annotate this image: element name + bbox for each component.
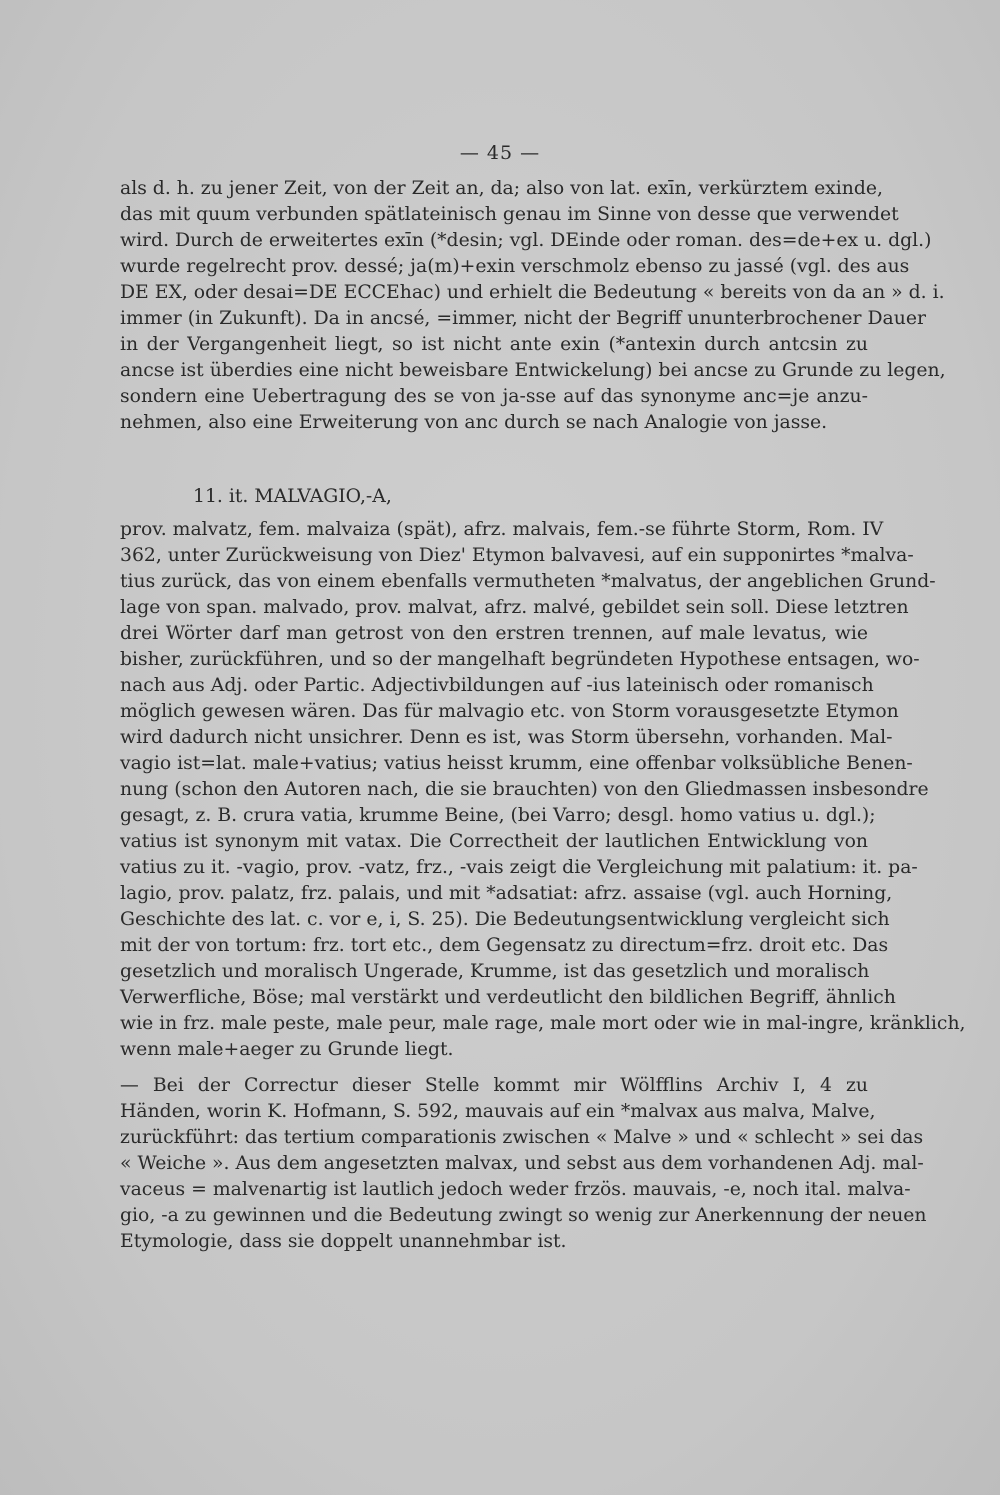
text-line: wie in frz. male peste, male peur, male rage, male mort oder wie in mal-ingre, kränklich, (120, 1013, 966, 1034)
text-line: vagio ist=lat. male+vatius; vatius heisst krumm, eine offenbar volksübliche Benen- (120, 753, 913, 774)
text-line: lage von span. malvado, prov. malvat, afrz. malvé, gebildet sein soll. Diese letztren (120, 597, 909, 618)
text-line: ancse ist überdies eine nicht beweisbare Entwickelung) bei ancse zu Grunde zu legen, (120, 360, 946, 381)
text-line: 362, unter Zurückweisung von Diez' Etymon balvavesi, auf ein supponirtes *malva- (120, 545, 914, 566)
text-line: gesetzlich und moralisch Ungerade, Krumme, ist das gesetzlich und moralisch (120, 961, 870, 982)
text-line: vatius zu it. -vagio, prov. -vatz, frz., -vais zeigt die Vergleichung mit palatium: it. pa- (120, 857, 918, 878)
text-line: wird dadurch nicht unsichrer. Denn es ist, was Storm übersehn, vorhanden. Mal- (120, 727, 893, 748)
text-line: gesagt, z. B. crura vatia, krumme Beine, (bei Varro; desgl. homo vatius u. dgl.); (120, 805, 876, 826)
text-line: Händen, worin K. Hofmann, S. 592, mauvais auf ein *malvax aus malva, Malve, (120, 1101, 876, 1122)
text-line: vaceus = malvenartig ist lautlich jedoch weder frzös. mauvais, -e, noch ital. malva- (120, 1179, 911, 1200)
paragraph-1 (120, 176, 946, 436)
text-line: nach aus Adj. oder Partic. Adjectivbildungen auf -ius lateinisch oder romanisch (120, 675, 874, 696)
text-line: immer (in Zukunft). Da in ancsé, =immer, nicht der Begriff ununterbrochener Dauer (120, 308, 926, 329)
text-line: wird. Durch de erweitertes exīn (*desin; vgl. DEinde oder roman. des=de+ex u. dgl.) (120, 230, 932, 251)
text-line: « Weiche ». Aus dem angesetzten malvax, und sebst aus dem vorhandenen Adj. mal- (120, 1153, 924, 1174)
page-number: — 45 — (459, 142, 541, 164)
text-line: vatius ist synonym mit vatax. Die Correctheit der lautlichen Entwicklung von (120, 831, 868, 852)
text-line: sondern eine Uebertragung des se von ja-sse auf das synonyme anc=je anzu- (120, 386, 868, 407)
section-heading: 11. it. MALVAGIO,-A, (193, 486, 392, 507)
text-line: prov. malvatz, fem. malvaiza (spät), afrz. malvais, fem.-se führte Storm, Rom. IV (120, 519, 884, 540)
text-line: — Bei der Correctur dieser Stelle kommt mir Wölfflins Archiv I, 4 zu (120, 1075, 868, 1096)
text-line: DE EX, oder desai=DE ECCEhac) und erhielt die Bedeutung « bereits von da an » d. i. (120, 282, 945, 303)
text-line: bisher, zurückführen, und so der mangelhaft begründeten Hypothese entsagen, wo- (120, 649, 920, 670)
text-line: als d. h. zu jener Zeit, von der Zeit an, da; also von lat. exīn, verkürztem exinde, (120, 178, 883, 199)
text-line: drei Wörter darf man getrost von den erstren trennen, auf male levatus, wie (120, 623, 868, 644)
text-line: nung (schon den Autoren nach, die sie brauchten) von den Gliedmassen insbesondre (120, 779, 929, 800)
text-line: lagio, prov. palatz, frz. palais, und mit *adsatiat: afrz. assaise (vgl. auch Horning, (120, 883, 893, 904)
text-line: wurde regelrecht prov. dessé; ja(m)+exin verschmolz ebenso zu jassé (vgl. des aus (120, 256, 910, 277)
paragraph-2 (120, 517, 966, 1063)
text-line: gio, -a zu gewinnen und die Bedeutung zwingt so wenig zur Anerkennung der neuen (120, 1205, 927, 1226)
text-line: in der Vergangenheit liegt, so ist nicht ante exin (*antexin durch antcsin zu (120, 334, 868, 355)
text-line: zurückführt: das tertium comparationis zwischen « Malve » und « schlecht » sei das (120, 1127, 924, 1148)
text-line: tius zurück, das von einem ebenfalls vermutheten *malvatus, der angeblichen Grund- (120, 571, 936, 592)
text-line: möglich gewesen wären. Das für malvagio etc. von Storm vorausgesetzte Etymon (120, 701, 899, 722)
text-line: das mit quum verbunden spätlateinisch genau im Sinne von desse que verwendet (120, 204, 899, 225)
text-line: wenn male+aeger zu Grunde liegt. (120, 1039, 454, 1060)
text-line: Etymologie, dass sie doppelt unannehmbar ist. (120, 1231, 567, 1252)
text-line: Verwerfliche, Böse; mal verstärkt und verdeutlicht den bildlichen Begriff, ähnlich (120, 987, 896, 1008)
paragraph-3 (120, 1073, 927, 1255)
text-line: Geschichte des lat. c. vor e, i, S. 25). Die Bedeutungsentwicklung vergleicht sich (120, 909, 890, 930)
text-line: nehmen, also eine Erweiterung von anc durch se nach Analogie von jasse. (120, 412, 828, 433)
text-line: mit der von tortum: frz. tort etc., dem Gegensatz zu directum=frz. droit etc. Das (120, 935, 889, 956)
